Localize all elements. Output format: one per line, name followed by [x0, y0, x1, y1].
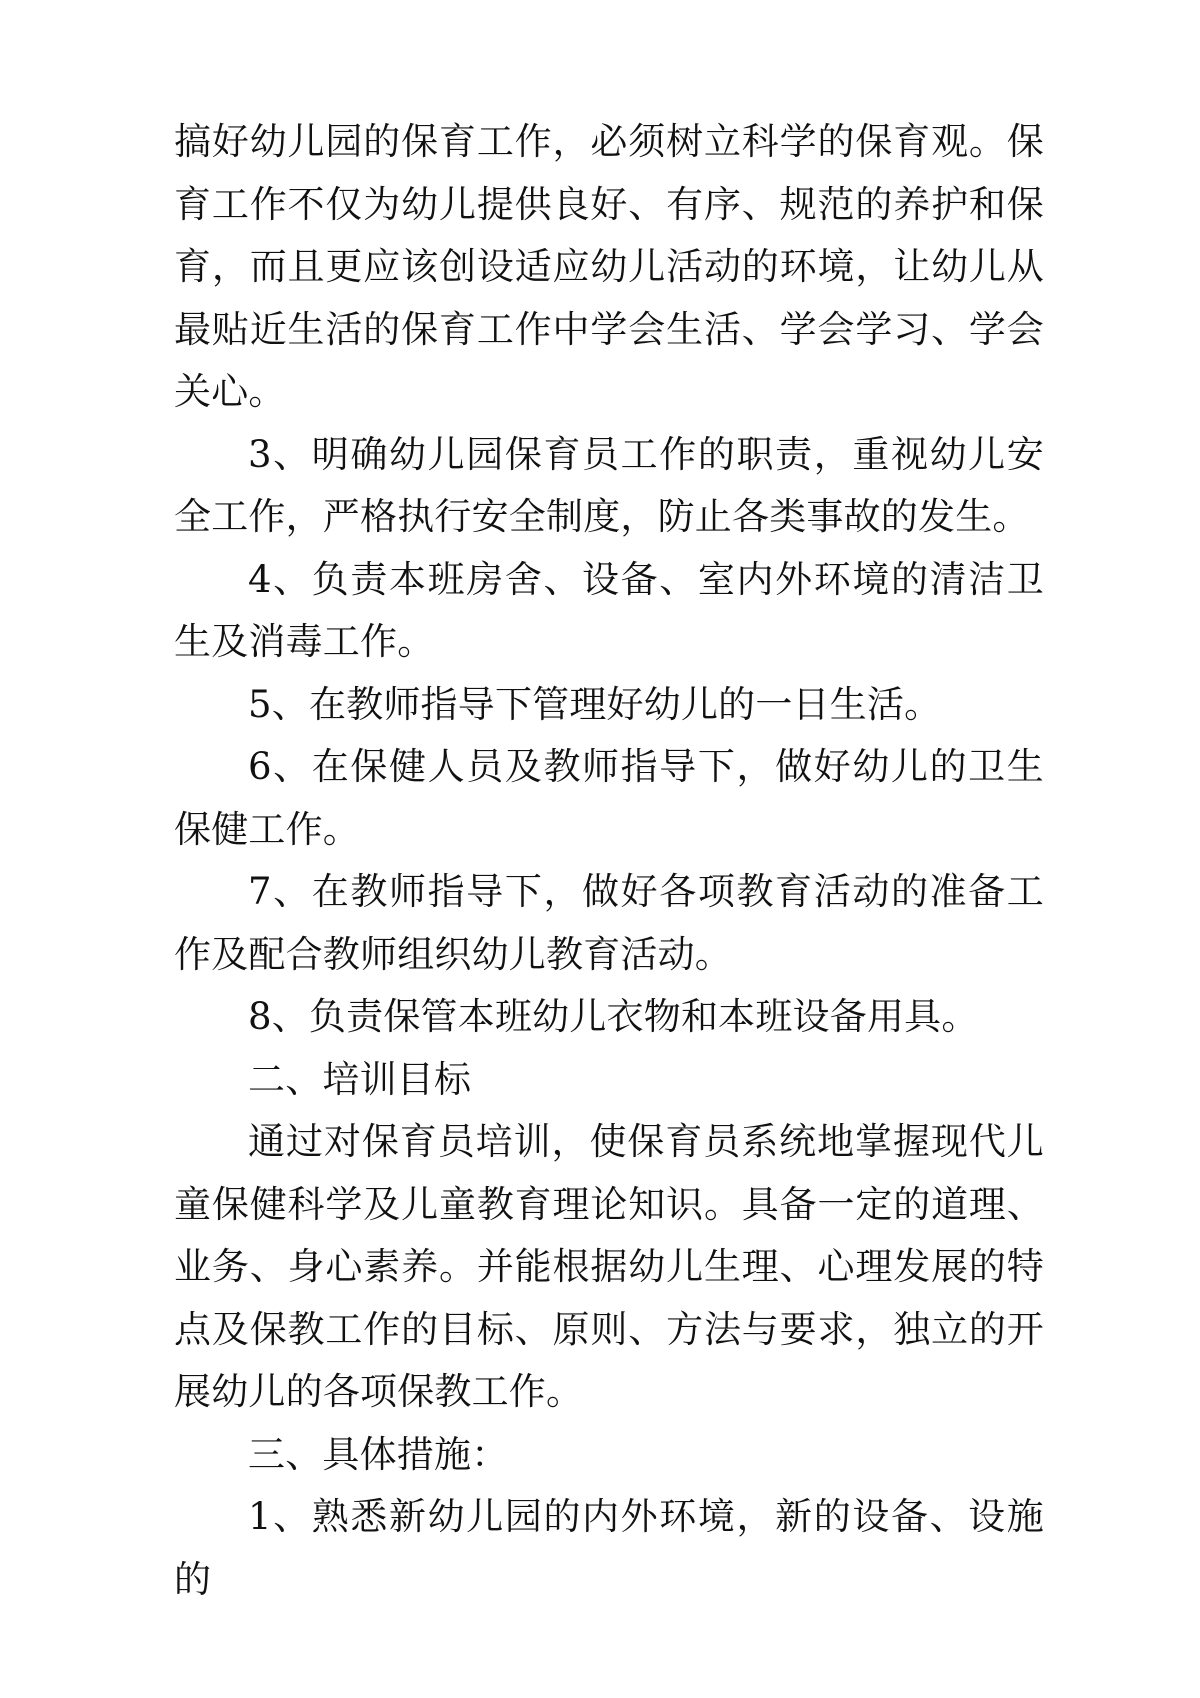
paragraph-measure-1: 1、熟悉新幼儿园的内外环境，新的设备、设施的	[174, 1495, 1044, 1601]
paragraph-intro: 搞好幼儿园的保育工作，必须树立科学的保育观。保育工作不仅为幼儿提供良好、有序、规范的养护和保育，而且更应该创设适应幼儿活动的环境，让幼儿从最贴近生活的保育工作中学会生活、学会学习、学会关心。	[174, 120, 1044, 413]
paragraph-training-goals: 通过对保育员培训，使保育员系统地掌握现代儿童保健科学及儿童教育理论知识。具备一定的道理、业务、身心素养。并能根据幼儿生理、心理发展的特点及保教工作的目标、原则、方法与要求，独立的开展幼儿的各项保教工作。	[174, 1120, 1044, 1413]
paragraph-item-8: 8、负责保管本班幼儿衣物和本班设备用具。	[248, 995, 979, 1038]
paragraph-item-6: 6、在保健人员及教师指导下，做好幼儿的卫生保健工作。	[174, 745, 1044, 851]
section-heading-measures: 三、具体措施：	[248, 1432, 509, 1476]
section-heading-training-goals: 二、培训目标	[248, 1057, 472, 1101]
paragraph-item-4: 4、负责本班房舍、设备、室内外环境的清洁卫生及消毒工作。	[174, 557, 1044, 663]
paragraph-item-7: 7、在教师指导下，做好各项教育活动的准备工作及配合教师组织幼儿教育活动。	[174, 870, 1044, 976]
paragraph-item-5: 5、在教师指导下管理好幼儿的一日生活。	[248, 682, 942, 726]
document-body	[174, 111, 1044, 1611]
paragraph-item-3: 3、明确幼儿园保育员工作的职责，重视幼儿安全工作，严格执行安全制度，防止各类事故的发生。	[174, 432, 1044, 538]
